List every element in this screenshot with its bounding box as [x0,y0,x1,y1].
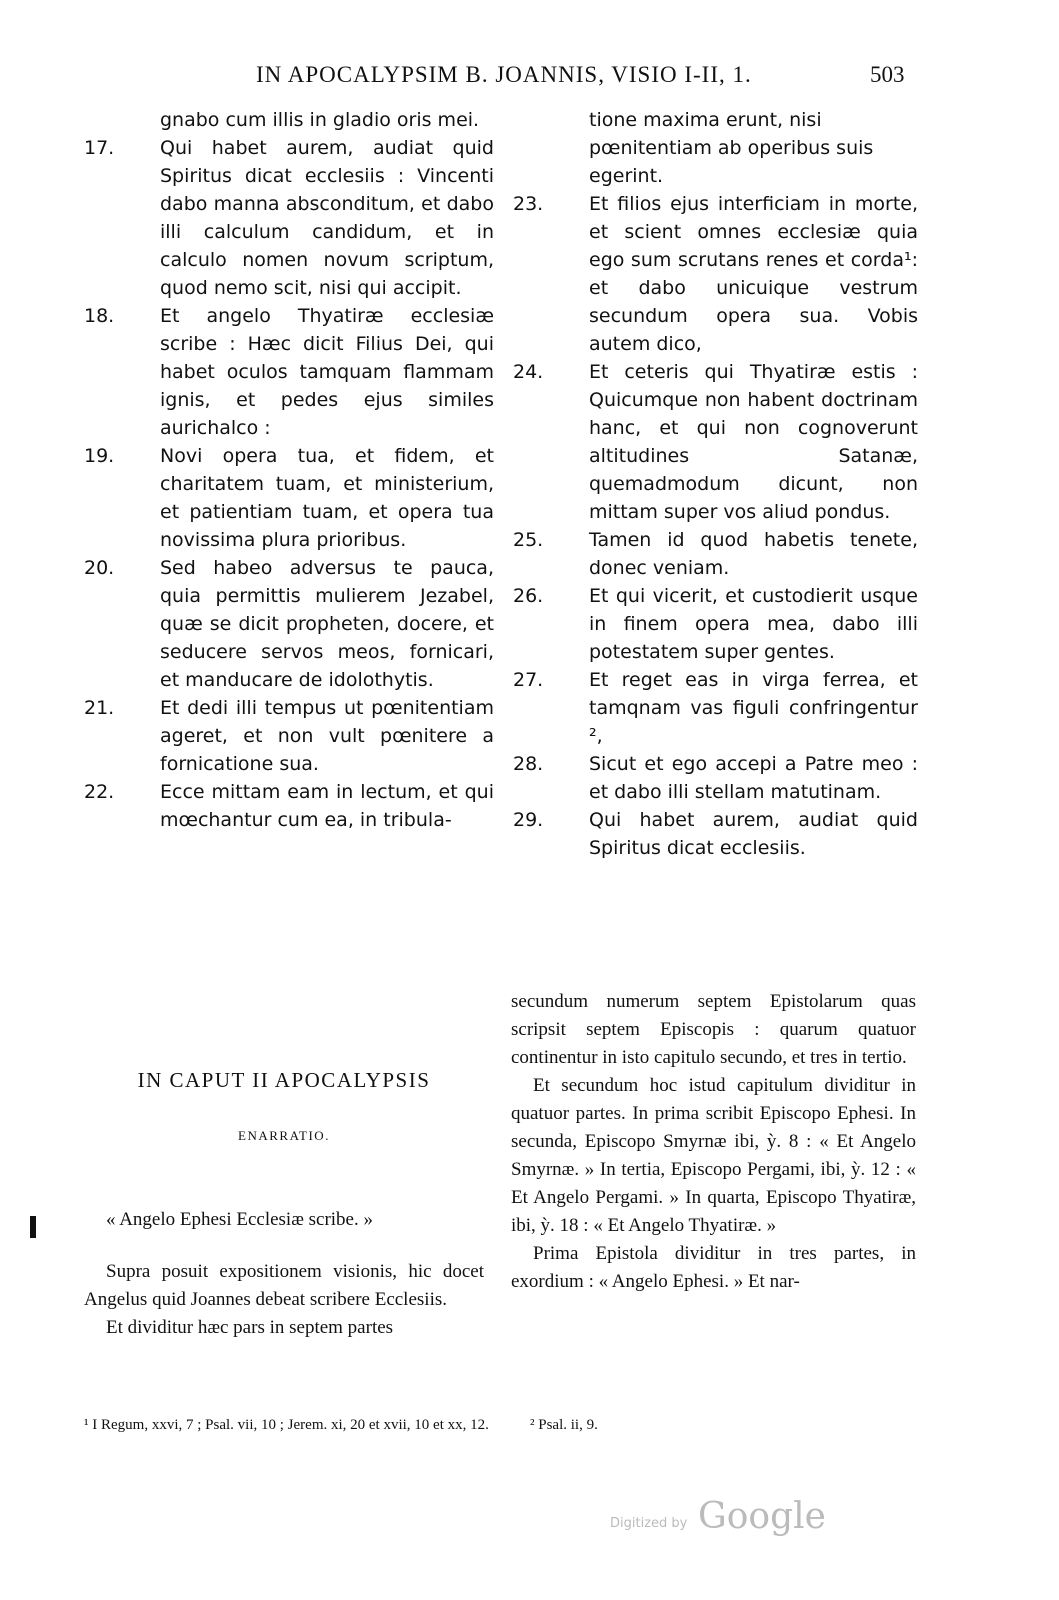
verse-number: 18. [84,305,115,327]
running-title: IN APOCALYPSIM B. JOANNIS, VISIO I-II, 1. [256,62,752,87]
verse-18 [84,302,494,442]
verse-text: Et qui vicerit, et custodierit usque in finem opera mea, dabo illi potestatem super gentes. [589,585,918,663]
verse-number: 28. [513,753,544,775]
commentary-paragraph: Supra posuit expositionem visionis, hic docet Angelus quid Joannes debeat scribere Ecclesiis. [84,1261,484,1310]
commentary-right-column [511,988,916,1296]
verse-text: Et dedi illi tempus ut pœnitentiam ageret, et non vult pœnitere a fornicatione sua. [160,697,494,775]
verse-number: 22. [84,781,115,803]
verse-number: 26. [513,585,544,607]
verse-22 [84,778,494,834]
running-header [0,62,1059,92]
commentary-paragraph: Prima Epistola dividitur in tres partes, in exordium : « Angelo Ephesi. » Et nar- [511,1243,916,1292]
verse-25 [513,526,918,582]
verse-text: Ecce mittam eam in lectum, et qui mœchantur cum ea, in tribula- [160,781,494,831]
verse-text: Sed habeo adversus te pauca, quia permittis mulierem Jezabel, quæ se dicit propheten, docere, et seducere servos meos, fornicari, et manducare de idolothytis. [160,557,494,691]
verse-number: 19. [84,445,115,467]
verse-27 [513,666,918,750]
footnote-right: ² Psal. ii, 9. [530,1417,598,1433]
verse-text: Et angelo Thyatiræ ecclesiæ scribe : Hæc dicit Filius Dei, qui habet oculos tamquam flammam ignis, et pedes ejus similes aurichalco : [160,305,494,439]
verse-28 [513,750,918,806]
commentary-subtitle: ENARRATIO. [238,1128,330,1143]
verse-number: 17. [84,137,115,159]
verse-20 [84,554,494,694]
commentary-paragraph: secundum numerum septem Epistolarum quas scripsit septem Episcopis : quarum quatuor continentur in isto capitulo secundo, et tres in tertio. [511,991,916,1068]
verse-number: 23. [513,193,544,215]
verse-text: Qui habet aurem, audiat quid Spiritus dicat ecclesiis. [589,809,918,859]
verse-24 [513,358,918,526]
google-logo: Google [698,1496,826,1537]
verse-continuation: gnabo cum illis in gladio oris mei. [160,109,480,131]
verse-text: Novi opera tua, et fidem, et charitatem tuam, et ministerium, et patientiam tuam, et opera tua novissima plura prioribus. [160,445,494,551]
verse-text: Et reget eas in virga ferrea, et tamqnam vas figuli confringentur ², [589,669,918,747]
verse-text: Tamen id quod habetis tenete, donec veniam. [589,529,918,579]
verse-23 [513,190,918,358]
page-number: 503 [870,62,905,87]
verse-number: 25. [513,529,544,551]
commentary-title: IN CAPUT II APOCALYPSIS [137,1068,431,1092]
commentary-paragraph: Et secundum hoc istud capitulum dividitur in quatuor partes. In prima scribit Episcopo Ephesi. In secunda, Episcopo Smyrnæ ibi, ỳ. 8 : « Et Angelo Smyrnæ. » In tertia, Episcopo Pergami, ibi, ỳ. 12 : « Et Angelo Pergami. » In quarta, Episcopo Thyatiræ, ibi, ỳ. 18 : « Et Angelo Thyatiræ. » [511,1075,916,1236]
footnote-left: ¹ I Regum, xxvi, 7 ; Psal. vii, 10 ; Jerem. xi, 20 et xvii, 10 et xx, 12. [84,1417,489,1433]
verse-17 [84,134,494,302]
commentary-paragraph: Et dividitur hæc pars in septem partes [106,1317,394,1338]
verse-text: Sicut et ego accepi a Patre meo : et dabo illi stellam matutinam. [589,753,918,803]
commentary-left-column [84,1206,484,1342]
verse-number: 21. [84,697,115,719]
verse-text: Et ceteris qui Thyatiræ estis : Quicumque non habent doctrinam hanc, et qui non cognoverunt altitudines Satanæ, quemadmodum dicunt, non mittam super vos aliud pondus. [589,361,918,523]
verse-continuation: tione maxima erunt, nisi pœnitentiam ab operibus suis egerint. [589,109,874,187]
verse-text: Et filios ejus interficiam in morte, et scient omnes ecclesiæ quia ego sum scrutans renes et corda¹: et dabo unicuique vestrum secundum opera sua. Vobis autem dico, [589,193,918,355]
verse-26 [513,582,918,666]
digitized-watermark [610,1496,830,1546]
verse-text: Qui habet aurem, audiat quid Spiritus dicat ecclesiis : Vincenti dabo manna absconditum, et dabo illi calculum candidum, et in calculo nomen novum scriptum, quod nemo scit, nisi qui accipit. [160,137,494,299]
margin-mark [30,1216,36,1238]
verse-number: 27. [513,669,544,691]
verse-21 [84,694,494,778]
verse-29 [513,806,918,862]
commentary-lemma: « Angelo Ephesi Ecclesiæ scribe. » [106,1209,373,1230]
verses-left-column [84,106,494,834]
verse-number: 29. [513,809,544,831]
watermark-caption: Digitized by [610,1516,688,1531]
verse-19 [84,442,494,554]
verse-number: 20. [84,557,115,579]
verse-number: 24. [513,361,544,383]
verses-right-column [513,106,918,862]
